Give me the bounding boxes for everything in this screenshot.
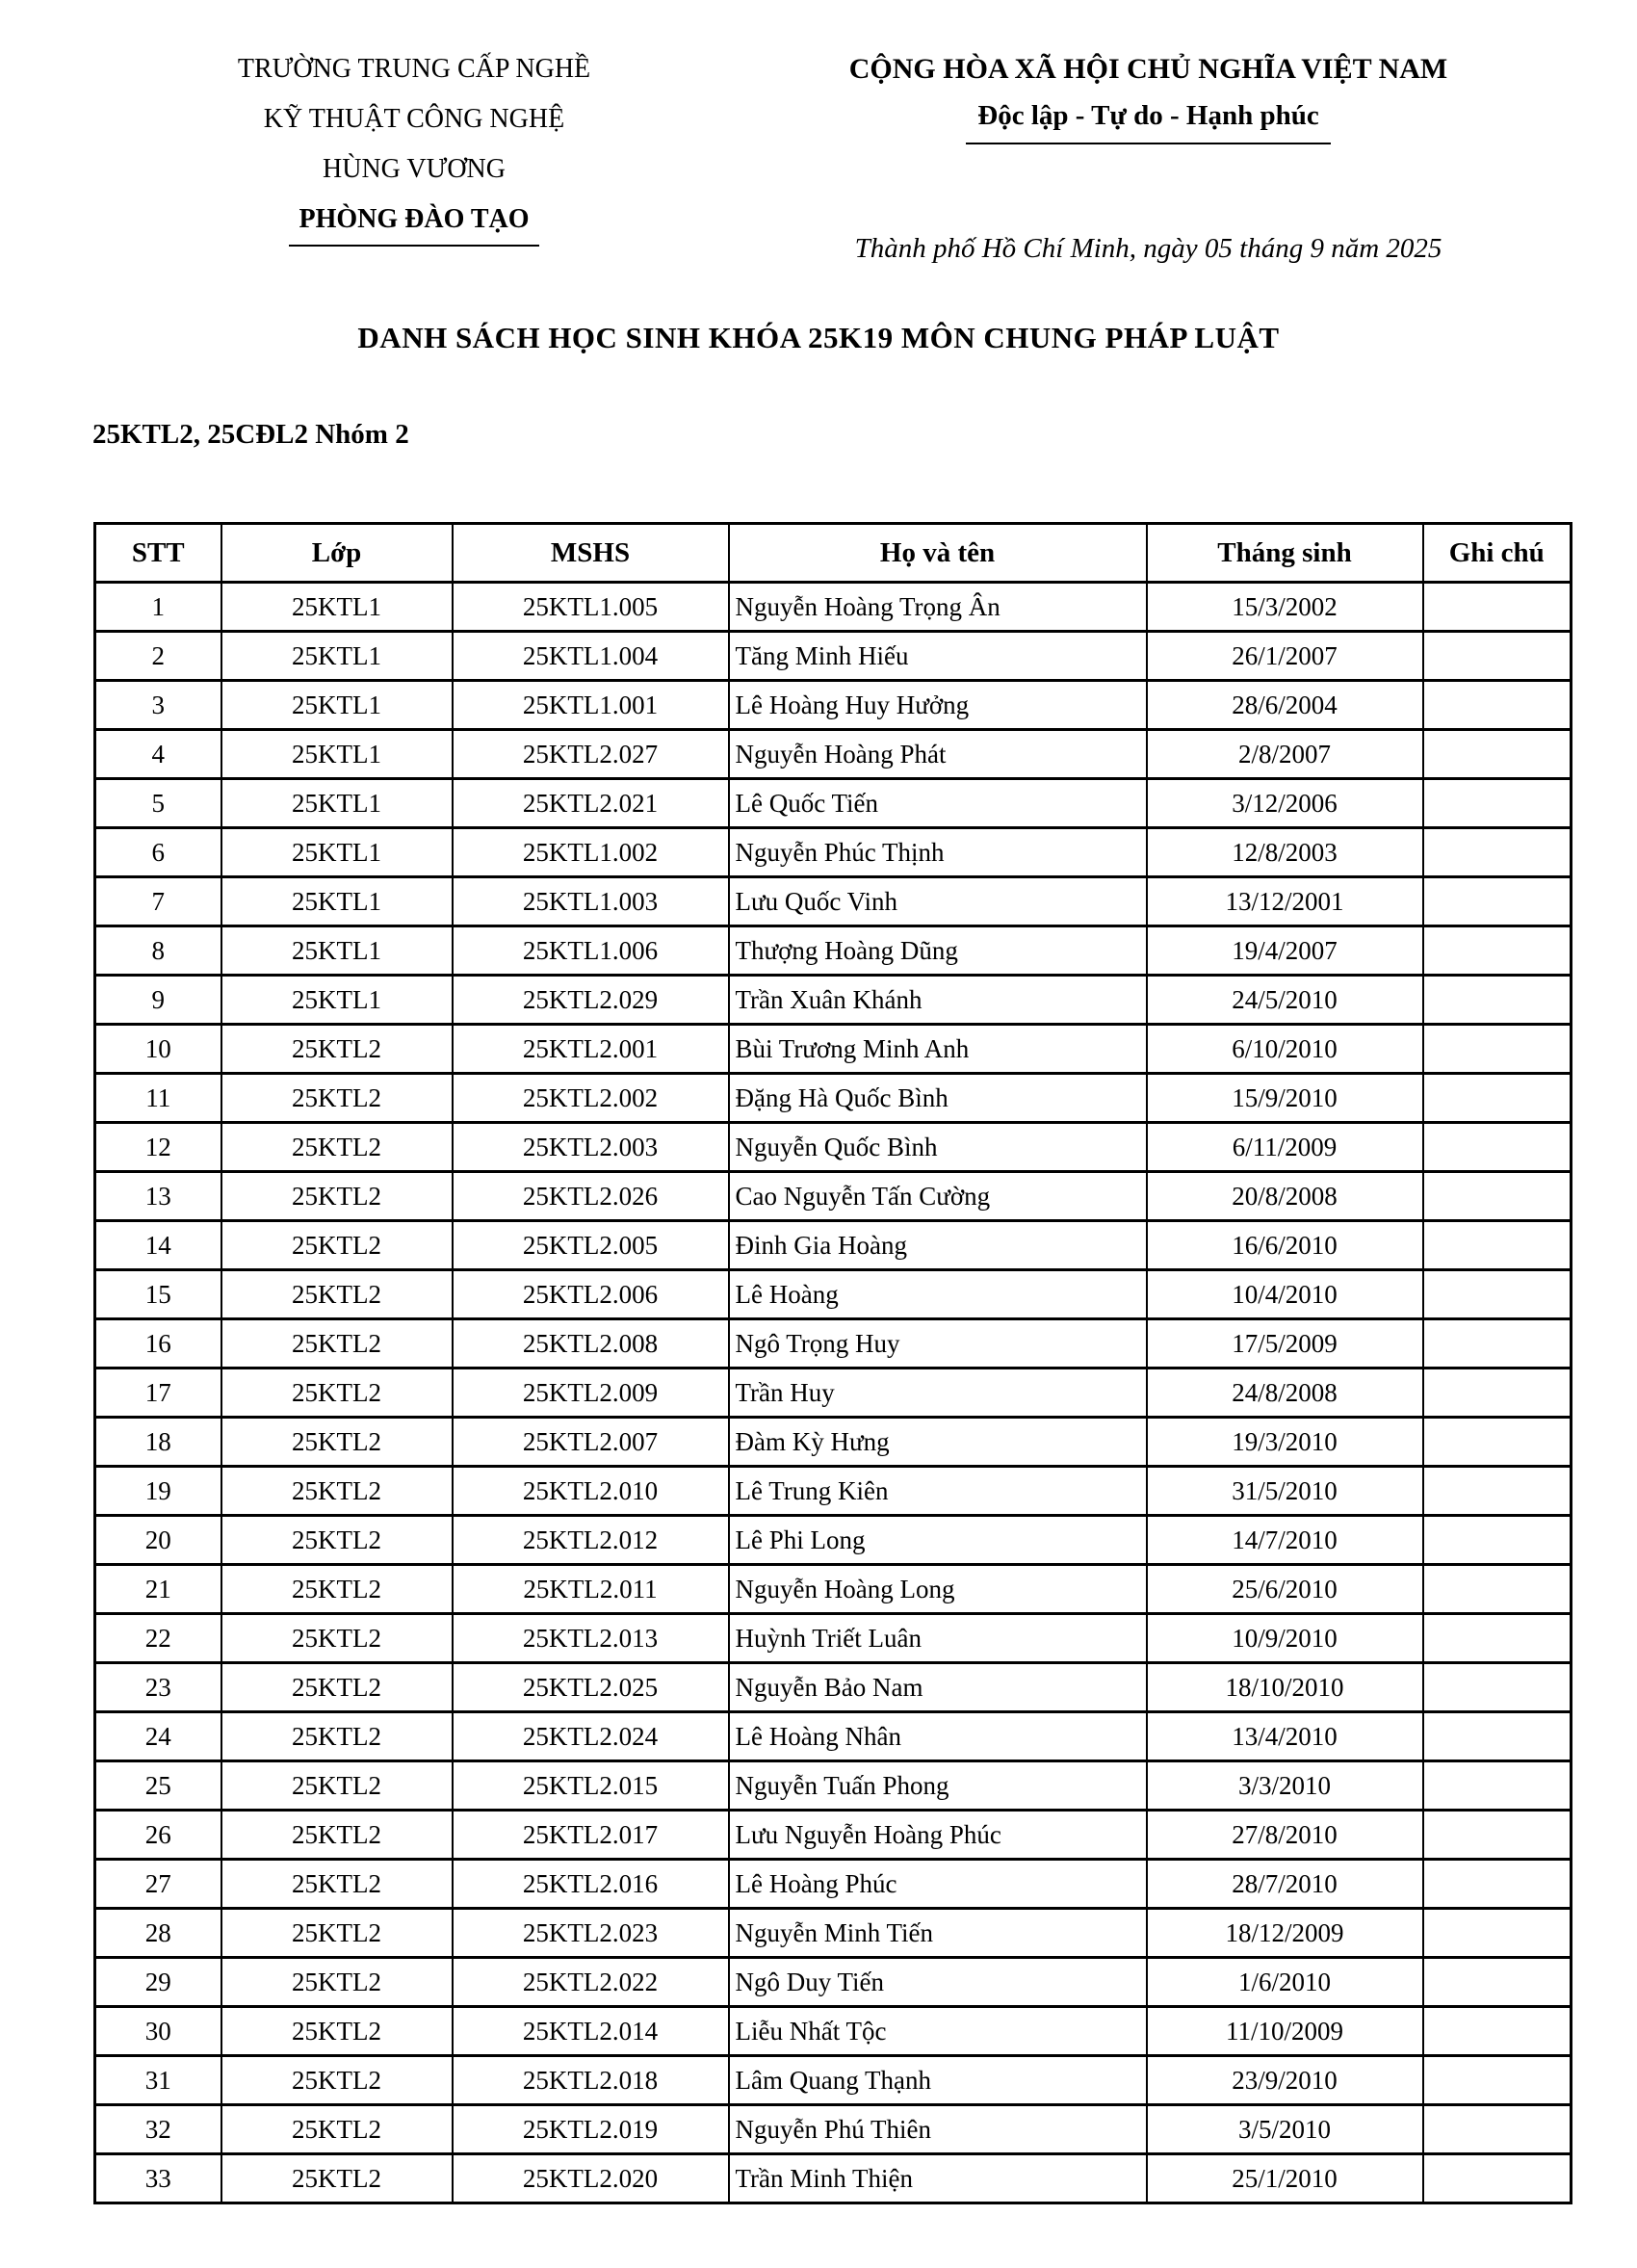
cell-lop: 25KTL2 (221, 2154, 453, 2203)
cell-mshs: 25KTL2.005 (453, 1221, 729, 1270)
cell-ghi-chu (1423, 1172, 1572, 1221)
cell-ho-va-ten: Đinh Gia Hoàng (729, 1221, 1147, 1270)
cell-thang-sinh: 15/9/2010 (1147, 1074, 1423, 1123)
table-row (95, 926, 1572, 976)
cell-stt: 32 (95, 2105, 221, 2154)
table-row (95, 1958, 1572, 2007)
cell-ghi-chu (1423, 779, 1572, 828)
table-row (95, 976, 1572, 1025)
cell-ho-va-ten: Nguyễn Phú Thiên (729, 2105, 1147, 2154)
cell-ghi-chu (1423, 1221, 1572, 1270)
cell-ho-va-ten: Trần Huy (729, 1369, 1147, 1418)
cell-mshs: 25KTL2.016 (453, 1860, 729, 1909)
cell-thang-sinh: 3/3/2010 (1147, 1761, 1423, 1811)
cell-mshs: 25KTL2.017 (453, 1811, 729, 1860)
cell-mshs: 25KTL2.007 (453, 1418, 729, 1467)
table-row (95, 1860, 1572, 1909)
national-motto-line1: CỘNG HÒA XÃ HỘI CHỦ NGHĨA VIỆT NAM (848, 53, 1448, 85)
cell-ho-va-ten: Thượng Hoàng Dũng (729, 926, 1147, 976)
cell-lop: 25KTL2 (221, 1172, 453, 1221)
cell-mshs: 25KTL2.010 (453, 1467, 729, 1516)
cell-mshs: 25KTL2.008 (453, 1319, 729, 1369)
cell-stt: 3 (95, 681, 221, 730)
cell-mshs: 25KTL1.005 (453, 583, 729, 632)
cell-stt: 1 (95, 583, 221, 632)
table-row (95, 1909, 1572, 1958)
cell-lop: 25KTL2 (221, 1123, 453, 1172)
cell-stt: 23 (95, 1663, 221, 1712)
cell-lop: 25KTL2 (221, 1270, 453, 1319)
cell-ho-va-ten: Huỳnh Triết Luân (729, 1614, 1147, 1663)
cell-stt: 24 (95, 1712, 221, 1761)
table-row (95, 1761, 1572, 1811)
cell-mshs: 25KTL1.004 (453, 632, 729, 681)
table-row (95, 1565, 1572, 1614)
cell-thang-sinh: 6/11/2009 (1147, 1123, 1423, 1172)
cell-ho-va-ten: Trần Xuân Khánh (729, 976, 1147, 1025)
cell-thang-sinh: 28/7/2010 (1147, 1860, 1423, 1909)
table-row (95, 1221, 1572, 1270)
cell-ghi-chu (1423, 877, 1572, 926)
cell-ho-va-ten: Trần Minh Thiện (729, 2154, 1147, 2203)
cell-ho-va-ten: Lưu Quốc Vinh (729, 877, 1147, 926)
cell-lop: 25KTL2 (221, 2007, 453, 2056)
cell-ghi-chu (1423, 2007, 1572, 2056)
cell-stt: 31 (95, 2056, 221, 2105)
table-row (95, 1025, 1572, 1074)
school-name-line1: TRƯỜNG TRUNG CẤP NGHỀ (237, 54, 591, 84)
cell-thang-sinh: 10/4/2010 (1147, 1270, 1423, 1319)
cell-ghi-chu (1423, 1958, 1572, 2007)
cell-lop: 25KTL2 (221, 1860, 453, 1909)
cell-thang-sinh: 17/5/2009 (1147, 1319, 1423, 1369)
cell-stt: 4 (95, 730, 221, 779)
cell-ghi-chu (1423, 926, 1572, 976)
document-header (0, 44, 1637, 265)
col-header-lop: Lớp (221, 524, 453, 583)
cell-mshs: 25KTL2.012 (453, 1516, 729, 1565)
table-row (95, 583, 1572, 632)
cell-thang-sinh: 27/8/2010 (1147, 1811, 1423, 1860)
col-header-mshs: MSHS (453, 524, 729, 583)
cell-stt: 6 (95, 828, 221, 877)
cell-lop: 25KTL2 (221, 1221, 453, 1270)
table-row (95, 1467, 1572, 1516)
cell-thang-sinh: 13/4/2010 (1147, 1712, 1423, 1761)
cell-stt: 13 (95, 1172, 221, 1221)
cell-ho-va-ten: Lê Hoàng Phúc (729, 1860, 1147, 1909)
cell-ghi-chu (1423, 1614, 1572, 1663)
cell-lop: 25KTL1 (221, 681, 453, 730)
cell-mshs: 25KTL2.018 (453, 2056, 729, 2105)
page-title: DANH SÁCH HỌC SINH KHÓA 25K19 MÔN CHUNG PHÁP LUẬT (357, 321, 1280, 354)
cell-thang-sinh: 16/6/2010 (1147, 1221, 1423, 1270)
cell-mshs: 25KTL2.029 (453, 976, 729, 1025)
cell-ho-va-ten: Cao Nguyễn Tấn Cường (729, 1172, 1147, 1221)
cell-thang-sinh: 24/8/2008 (1147, 1369, 1423, 1418)
table-row (95, 1369, 1572, 1418)
cell-ghi-chu (1423, 1663, 1572, 1712)
cell-ho-va-ten: Đặng Hà Quốc Bình (729, 1074, 1147, 1123)
cell-thang-sinh: 12/8/2003 (1147, 828, 1423, 877)
cell-lop: 25KTL1 (221, 877, 453, 926)
cell-mshs: 25KTL2.019 (453, 2105, 729, 2154)
col-header-ghi-chu: Ghi chú (1423, 524, 1572, 583)
cell-mshs: 25KTL2.024 (453, 1712, 729, 1761)
date-line: Thành phố Hồ Chí Minh, ngày 05 tháng 9 năm 2025 (854, 233, 1442, 264)
cell-ho-va-ten: Nguyễn Phúc Thịnh (729, 828, 1147, 877)
cell-thang-sinh: 19/3/2010 (1147, 1418, 1423, 1467)
cell-lop: 25KTL2 (221, 1958, 453, 2007)
cell-lop: 25KTL2 (221, 1811, 453, 1860)
cell-mshs: 25KTL2.009 (453, 1369, 729, 1418)
cell-thang-sinh: 28/6/2004 (1147, 681, 1423, 730)
cell-mshs: 25KTL2.001 (453, 1025, 729, 1074)
cell-lop: 25KTL1 (221, 632, 453, 681)
cell-thang-sinh: 13/12/2001 (1147, 877, 1423, 926)
cell-stt: 26 (95, 1811, 221, 1860)
cell-lop: 25KTL2 (221, 1467, 453, 1516)
cell-thang-sinh: 26/1/2007 (1147, 632, 1423, 681)
cell-ho-va-ten: Lưu Nguyễn Hoàng Phúc (729, 1811, 1147, 1860)
cell-ho-va-ten: Nguyễn Hoàng Trọng Ân (729, 583, 1147, 632)
cell-ghi-chu (1423, 1811, 1572, 1860)
cell-ghi-chu (1423, 1860, 1572, 1909)
cell-ghi-chu (1423, 1467, 1572, 1516)
cell-thang-sinh: 14/7/2010 (1147, 1516, 1423, 1565)
cell-lop: 25KTL2 (221, 1614, 453, 1663)
cell-mshs: 25KTL2.003 (453, 1123, 729, 1172)
student-table-body (95, 583, 1572, 2203)
cell-ho-va-ten: Nguyễn Bảo Nam (729, 1663, 1147, 1712)
national-header-block (727, 44, 1570, 265)
cell-lop: 25KTL2 (221, 1074, 453, 1123)
cell-mshs: 25KTL2.025 (453, 1663, 729, 1712)
cell-mshs: 25KTL2.013 (453, 1614, 729, 1663)
table-row (95, 681, 1572, 730)
cell-mshs: 25KTL2.006 (453, 1270, 729, 1319)
cell-lop: 25KTL1 (221, 976, 453, 1025)
cell-stt: 5 (95, 779, 221, 828)
cell-ho-va-ten: Nguyễn Hoàng Phát (729, 730, 1147, 779)
cell-ghi-chu (1423, 2154, 1572, 2203)
cell-ghi-chu (1423, 976, 1572, 1025)
cell-thang-sinh: 20/8/2008 (1147, 1172, 1423, 1221)
table-row (95, 730, 1572, 779)
cell-mshs: 25KTL2.021 (453, 779, 729, 828)
cell-lop: 25KTL2 (221, 2056, 453, 2105)
cell-thang-sinh: 3/5/2010 (1147, 2105, 1423, 2154)
table-row (95, 632, 1572, 681)
table-row (95, 1418, 1572, 1467)
cell-thang-sinh: 23/9/2010 (1147, 2056, 1423, 2105)
table-row (95, 2105, 1572, 2154)
cell-ho-va-ten: Nguyễn Quốc Bình (729, 1123, 1147, 1172)
cell-stt: 16 (95, 1319, 221, 1369)
cell-stt: 33 (95, 2154, 221, 2203)
cell-stt: 22 (95, 1614, 221, 1663)
cell-mshs: 25KTL2.027 (453, 730, 729, 779)
col-header-stt: STT (95, 524, 221, 583)
cell-lop: 25KTL2 (221, 1712, 453, 1761)
cell-stt: 20 (95, 1516, 221, 1565)
cell-thang-sinh: 18/10/2010 (1147, 1663, 1423, 1712)
cell-lop: 25KTL2 (221, 1369, 453, 1418)
cell-stt: 11 (95, 1074, 221, 1123)
cell-stt: 17 (95, 1369, 221, 1418)
cell-lop: 25KTL2 (221, 1761, 453, 1811)
table-row (95, 877, 1572, 926)
cell-lop: 25KTL2 (221, 1565, 453, 1614)
cell-stt: 15 (95, 1270, 221, 1319)
cell-lop: 25KTL1 (221, 828, 453, 877)
cell-mshs: 25KTL2.026 (453, 1172, 729, 1221)
cell-mshs: 25KTL2.014 (453, 2007, 729, 2056)
cell-mshs: 25KTL2.020 (453, 2154, 729, 2203)
department-name: PHÒNG ĐÀO TẠO (289, 198, 538, 247)
cell-lop: 25KTL1 (221, 583, 453, 632)
cell-mshs: 25KTL2.022 (453, 1958, 729, 2007)
table-row (95, 2056, 1572, 2105)
cell-ghi-chu (1423, 583, 1572, 632)
cell-ho-va-ten: Lê Trung Kiên (729, 1467, 1147, 1516)
col-header-ho-va-ten: Họ và tên (729, 524, 1147, 583)
school-name-line3: HÙNG VƯƠNG (323, 154, 506, 184)
header-row (95, 524, 1572, 583)
school-name-line2: KỸ THUẬT CÔNG NGHỆ (263, 104, 565, 134)
national-motto-line2-wrap (727, 94, 1570, 144)
table-row (95, 1319, 1572, 1369)
cell-ho-va-ten: Lê Quốc Tiến (729, 779, 1147, 828)
cell-stt: 19 (95, 1467, 221, 1516)
cell-stt: 21 (95, 1565, 221, 1614)
cell-mshs: 25KTL1.002 (453, 828, 729, 877)
cell-ho-va-ten: Nguyễn Hoàng Long (729, 1565, 1147, 1614)
cell-stt: 25 (95, 1761, 221, 1811)
cell-ghi-chu (1423, 730, 1572, 779)
cell-ho-va-ten: Lê Phi Long (729, 1516, 1147, 1565)
table-row (95, 1270, 1572, 1319)
cell-thang-sinh: 2/8/2007 (1147, 730, 1423, 779)
cell-ho-va-ten: Lê Hoàng Nhân (729, 1712, 1147, 1761)
cell-thang-sinh: 25/6/2010 (1147, 1565, 1423, 1614)
cell-lop: 25KTL1 (221, 926, 453, 976)
cell-ho-va-ten: Liễu Nhất Tộc (729, 2007, 1147, 2056)
cell-mshs: 25KTL2.002 (453, 1074, 729, 1123)
cell-ho-va-ten: Lâm Quang Thạnh (729, 2056, 1147, 2105)
cell-ghi-chu (1423, 681, 1572, 730)
cell-stt: 27 (95, 1860, 221, 1909)
cell-ho-va-ten: Nguyễn Minh Tiến (729, 1909, 1147, 1958)
cell-lop: 25KTL2 (221, 1909, 453, 1958)
cell-ghi-chu (1423, 1123, 1572, 1172)
page-subtitle: 25KTL2, 25CĐL2 Nhóm 2 (92, 419, 409, 450)
table-row (95, 1614, 1572, 1663)
table-row (95, 2154, 1572, 2203)
cell-mshs: 25KTL1.003 (453, 877, 729, 926)
cell-stt: 10 (95, 1025, 221, 1074)
cell-lop: 25KTL2 (221, 1025, 453, 1074)
department-name-wrap (101, 195, 727, 247)
student-table-head (95, 524, 1572, 583)
col-header-thang-sinh: Tháng sinh (1147, 524, 1423, 583)
cell-ho-va-ten: Nguyễn Tuấn Phong (729, 1761, 1147, 1811)
cell-ghi-chu (1423, 1712, 1572, 1761)
cell-ho-va-ten: Ngô Duy Tiến (729, 1958, 1147, 2007)
cell-ghi-chu (1423, 632, 1572, 681)
cell-ghi-chu (1423, 1761, 1572, 1811)
cell-ghi-chu (1423, 1025, 1572, 1074)
table-row (95, 1123, 1572, 1172)
table-row (95, 1811, 1572, 1860)
table-row (95, 1172, 1572, 1221)
cell-lop: 25KTL1 (221, 730, 453, 779)
cell-thang-sinh: 31/5/2010 (1147, 1467, 1423, 1516)
cell-ghi-chu (1423, 1369, 1572, 1418)
cell-stt: 28 (95, 1909, 221, 1958)
cell-stt: 9 (95, 976, 221, 1025)
cell-thang-sinh: 11/10/2009 (1147, 2007, 1423, 2056)
student-table (93, 522, 1572, 2204)
national-motto-line2: Độc lập - Tự do - Hạnh phúc (966, 94, 1331, 144)
table-row (95, 1712, 1572, 1761)
cell-ghi-chu (1423, 2056, 1572, 2105)
cell-ghi-chu (1423, 1516, 1572, 1565)
school-header-block (101, 44, 727, 247)
table-row (95, 1516, 1572, 1565)
cell-stt: 30 (95, 2007, 221, 2056)
cell-stt: 18 (95, 1418, 221, 1467)
cell-lop: 25KTL2 (221, 1516, 453, 1565)
cell-ghi-chu (1423, 1418, 1572, 1467)
table-row (95, 1663, 1572, 1712)
cell-stt: 29 (95, 1958, 221, 2007)
cell-stt: 7 (95, 877, 221, 926)
cell-stt: 8 (95, 926, 221, 976)
cell-mshs: 25KTL1.001 (453, 681, 729, 730)
cell-ho-va-ten: Ngô Trọng Huy (729, 1319, 1147, 1369)
table-row (95, 1074, 1572, 1123)
cell-lop: 25KTL1 (221, 779, 453, 828)
cell-thang-sinh: 18/12/2009 (1147, 1909, 1423, 1958)
cell-ghi-chu (1423, 1909, 1572, 1958)
cell-ghi-chu (1423, 1565, 1572, 1614)
cell-thang-sinh: 24/5/2010 (1147, 976, 1423, 1025)
cell-thang-sinh: 25/1/2010 (1147, 2154, 1423, 2203)
cell-lop: 25KTL2 (221, 1418, 453, 1467)
cell-ho-va-ten: Đàm Kỳ Hưng (729, 1418, 1147, 1467)
cell-thang-sinh: 3/12/2006 (1147, 779, 1423, 828)
cell-ho-va-ten: Lê Hoàng (729, 1270, 1147, 1319)
cell-ho-va-ten: Lê Hoàng Huy Hưởng (729, 681, 1147, 730)
cell-ho-va-ten: Bùi Trương Minh Anh (729, 1025, 1147, 1074)
cell-thang-sinh: 10/9/2010 (1147, 1614, 1423, 1663)
cell-thang-sinh: 1/6/2010 (1147, 1958, 1423, 2007)
cell-lop: 25KTL2 (221, 1319, 453, 1369)
cell-ghi-chu (1423, 828, 1572, 877)
cell-thang-sinh: 6/10/2010 (1147, 1025, 1423, 1074)
cell-stt: 12 (95, 1123, 221, 1172)
table-row (95, 779, 1572, 828)
cell-thang-sinh: 19/4/2007 (1147, 926, 1423, 976)
cell-ghi-chu (1423, 1270, 1572, 1319)
cell-thang-sinh: 15/3/2002 (1147, 583, 1423, 632)
cell-ghi-chu (1423, 2105, 1572, 2154)
cell-mshs: 25KTL2.015 (453, 1761, 729, 1811)
cell-ghi-chu (1423, 1319, 1572, 1369)
cell-mshs: 25KTL2.011 (453, 1565, 729, 1614)
cell-ghi-chu (1423, 1074, 1572, 1123)
cell-lop: 25KTL2 (221, 1663, 453, 1712)
cell-mshs: 25KTL1.006 (453, 926, 729, 976)
cell-mshs: 25KTL2.023 (453, 1909, 729, 1958)
table-row (95, 2007, 1572, 2056)
cell-lop: 25KTL2 (221, 2105, 453, 2154)
table-row (95, 828, 1572, 877)
cell-ho-va-ten: Tăng Minh Hiếu (729, 632, 1147, 681)
cell-stt: 2 (95, 632, 221, 681)
cell-stt: 14 (95, 1221, 221, 1270)
